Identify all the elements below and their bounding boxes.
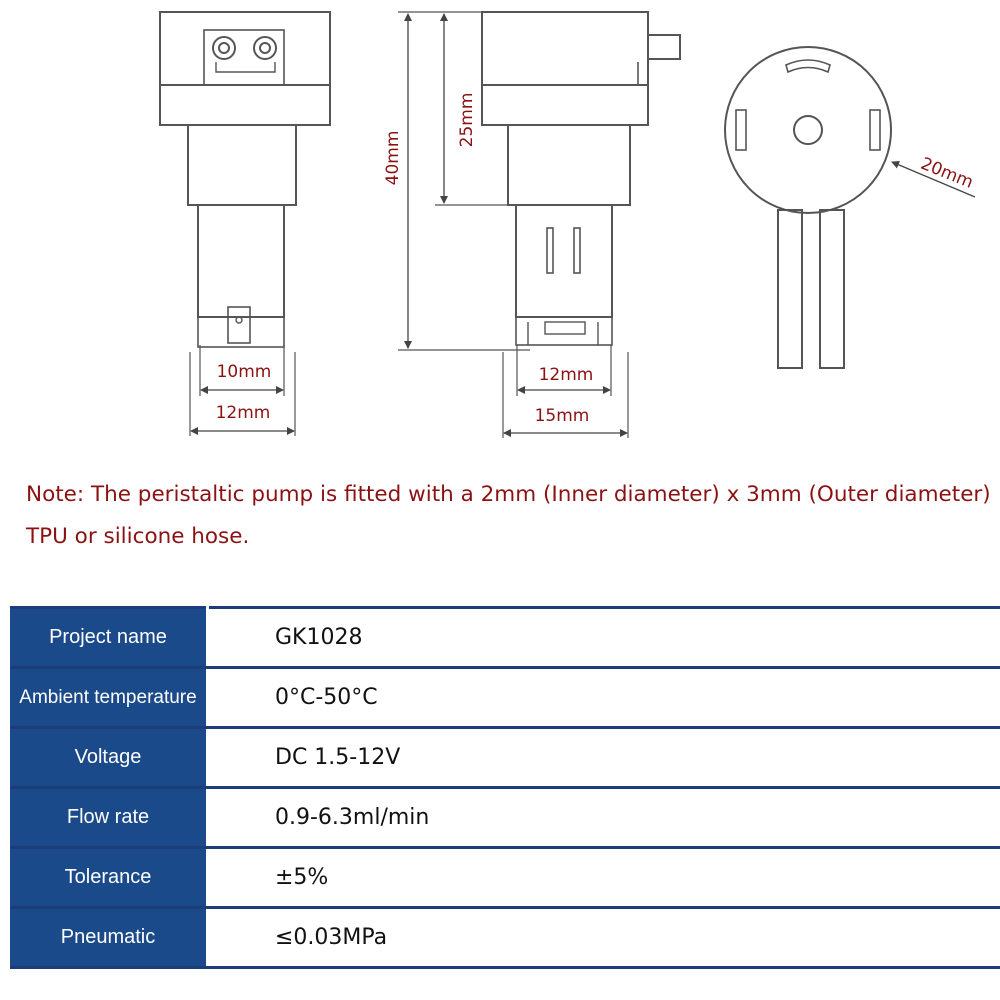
spec-row-ambient-temperature — [10, 668, 1000, 728]
spec-value: ≤0.03MPa — [208, 908, 1000, 968]
spec-label: Flow rate — [10, 788, 208, 848]
side-view-top-block — [482, 12, 648, 85]
front-view-motor-tab — [228, 307, 250, 343]
side-inner-width-label: 12mm — [538, 365, 594, 385]
spec-label: Voltage — [10, 728, 208, 788]
spec-row-project-name — [10, 608, 1000, 668]
spec-value: DC 1.5-12V — [208, 728, 1000, 788]
side-view-connector — [648, 35, 680, 59]
top-diameter-label: 20mm — [917, 153, 977, 193]
front-view-body — [160, 85, 330, 125]
side-view-slot-left — [547, 228, 553, 273]
top-view-hose-right — [820, 210, 844, 368]
side-total-height-label: 40mm — [383, 130, 403, 186]
side-view-neck — [508, 125, 630, 205]
spec-value: 0.9-6.3ml/min — [208, 788, 1000, 848]
spec-value: GK1028 — [208, 608, 1000, 668]
front-outer-width-label: 12mm — [215, 403, 271, 423]
front-view-neck — [188, 125, 296, 205]
top-view-roller-top — [786, 60, 830, 72]
spec-row-voltage — [10, 728, 1000, 788]
hose-note: Note: The peristaltic pump is fitted with a 2mm (Inner diameter) x 3mm (Outer diameter) TPU or silicone hose. — [26, 482, 991, 549]
front-view-top-block — [160, 12, 330, 85]
spec-value: ±5% — [208, 848, 1000, 908]
side-outer-width-label: 15mm — [534, 406, 590, 426]
spec-row-flow-rate — [10, 788, 1000, 848]
front-view-screw-right — [254, 37, 276, 59]
spec-label: Project name — [10, 608, 208, 668]
top-view-shaft — [794, 116, 822, 144]
side-view-slot-right — [574, 228, 580, 273]
top-view-roller-left — [736, 110, 746, 150]
side-view-motor — [516, 205, 612, 317]
spec-label: Tolerance — [10, 848, 208, 908]
side-view-body — [482, 85, 648, 125]
front-view-motor — [198, 205, 284, 317]
spec-value: 0°C-50°C — [208, 668, 1000, 728]
side-head-height-label: 25mm — [457, 92, 477, 148]
front-inner-width-label: 10mm — [216, 362, 272, 382]
spec-label: Ambient temperature — [10, 668, 208, 728]
spec-table — [10, 606, 1000, 969]
spec-row-pneumatic — [10, 908, 1000, 968]
front-view-screw-left — [213, 37, 235, 59]
top-view-housing — [725, 47, 891, 213]
side-view-base-tab — [545, 322, 585, 334]
spec-row-tolerance — [10, 848, 1000, 908]
spec-label: Pneumatic — [10, 908, 208, 968]
top-view-hose-left — [778, 210, 802, 368]
top-view-roller-right — [870, 110, 880, 150]
top-view — [725, 47, 891, 368]
pump-dimension-drawing — [0, 0, 1000, 460]
